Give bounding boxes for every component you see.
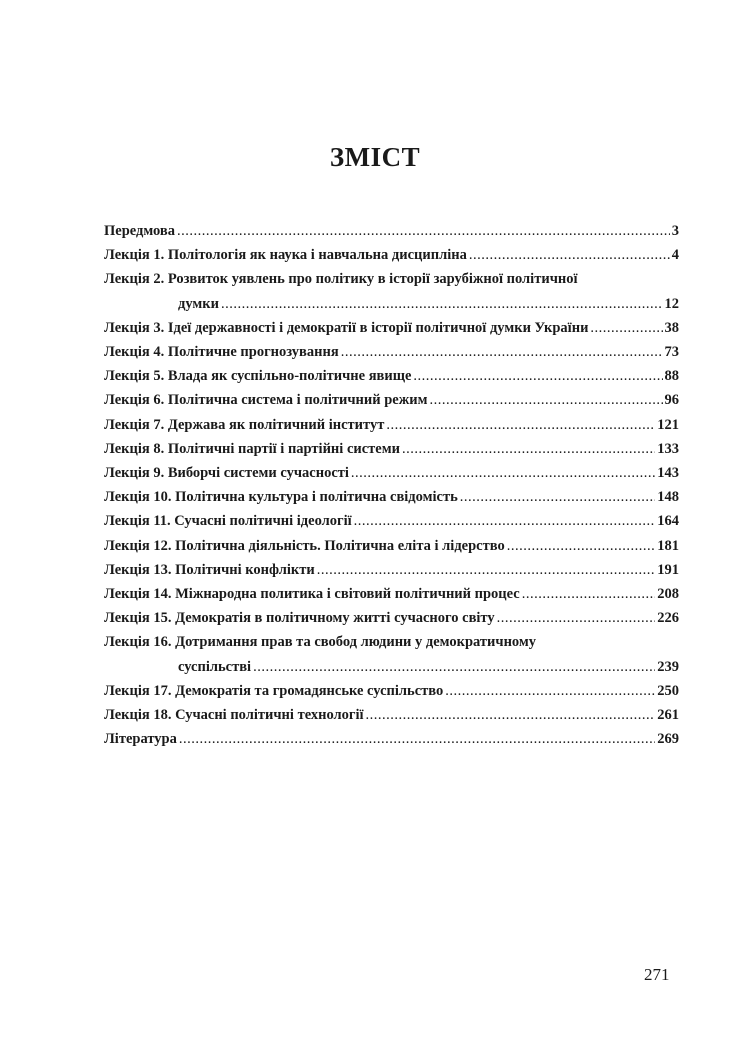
toc-entry-lecture-9[interactable] [104, 461, 679, 485]
toc-entry-page: 148 [657, 489, 679, 506]
toc-entry-label: Лекція 15. Демократія в політичному житті сучасного світу [104, 610, 495, 627]
dot-leader [341, 340, 663, 364]
toc-entry-label: Література [104, 731, 177, 748]
dot-leader [460, 485, 656, 509]
toc-entry-label: Лекція 17. Демократія та громадянське суспільство [104, 682, 444, 699]
toc-entry-page: 239 [657, 658, 679, 675]
dot-leader [497, 606, 656, 630]
toc-entry-lecture-2[interactable] [104, 267, 679, 315]
toc-entry-page: 261 [657, 707, 679, 724]
dot-leader [351, 461, 655, 485]
toc-entry-label: Лекція 5. Влада як суспільно-політичне явище [104, 368, 412, 385]
toc-entry-label: Лекція 12. Політична діяльність. Політична еліта і лідерство [104, 537, 505, 554]
toc-entry-lecture-4[interactable] [104, 340, 679, 364]
toc-entry-lecture-5[interactable] [104, 364, 679, 388]
toc-entry-label: Лекція 6. Політична система і політичний режим [104, 392, 428, 409]
toc-entry-label: Лекція 8. Політичні партії і партійні системи [104, 440, 400, 457]
toc-entry-page: 38 [664, 319, 679, 336]
toc-entry-label: Лекція 1. Політологія як наука і навчальна дисципліна [104, 247, 467, 264]
toc-entry-page: 3 [671, 223, 679, 239]
toc-entry-page: 88 [664, 368, 679, 385]
dot-leader [354, 509, 656, 533]
toc-entry-label-continuation: суспільстві [178, 658, 252, 675]
toc-entry-label: Лекція 3. Ідеї державності і демократії в історії політичної думки України [104, 319, 589, 336]
toc-entry-page: 4 [671, 247, 679, 264]
dot-leader [366, 703, 656, 727]
toc-entry-lecture-13[interactable] [104, 558, 679, 582]
dot-leader [317, 558, 656, 582]
toc-entry-label: Лекція 14. Міжнародна политика і світовий політичний процес [104, 586, 520, 603]
dot-leader [507, 534, 656, 558]
toc-entry-lecture-7[interactable] [104, 413, 679, 437]
dot-leader [445, 679, 655, 703]
toc-entry-lecture-17[interactable] [104, 679, 679, 703]
dot-leader [402, 437, 655, 461]
toc-entry-label: Лекція 18. Сучасні політичні технології [104, 707, 364, 724]
dot-leader [469, 243, 670, 267]
dot-leader [177, 219, 670, 243]
toc-entry-page: 208 [657, 586, 679, 603]
dot-leader [179, 727, 655, 751]
dot-leader [413, 364, 662, 388]
toc-entry-lecture-11[interactable] [104, 509, 679, 533]
toc-entry-lecture-15[interactable] [104, 606, 679, 630]
dot-leader [430, 388, 663, 412]
toc-entry-page: 269 [657, 731, 679, 748]
toc-entry-label: Лекція 16. Дотримання прав та свобод людини у демократичному [104, 634, 537, 651]
dot-leader [253, 655, 655, 679]
toc-entry-page: 226 [657, 610, 679, 627]
toc-entry-label-continuation: думки [178, 295, 219, 312]
toc-entry-label: Лекція 11. Сучасні політичні ідеології [104, 513, 352, 530]
toc-entry-lecture-12[interactable] [104, 534, 679, 558]
toc-entry-label: Лекція 10. Політична культура і політична свідомість [104, 489, 458, 506]
toc-entry-page: 143 [657, 465, 679, 482]
toc-entry-page: 133 [657, 440, 679, 457]
page-title: ЗМІСТ [329, 142, 421, 172]
toc-entry-label: Лекція 4. Політичне прогнозування [104, 344, 339, 361]
toc-entry-lecture-16[interactable] [104, 630, 679, 678]
dot-leader [522, 582, 656, 606]
toc-entry-page: 96 [664, 392, 679, 409]
toc-entry-label: Передмова [104, 223, 176, 239]
toc-entry-lecture-3[interactable] [104, 316, 679, 340]
toc-entry-preface[interactable] [104, 219, 679, 243]
toc-entry-literature[interactable] [104, 727, 679, 751]
toc-entry-page: 121 [657, 416, 679, 433]
toc-entry-lecture-6[interactable] [104, 388, 679, 412]
toc-entry-label: Лекція 13. Політичні конфлікти [104, 561, 315, 578]
toc-entry-page: 12 [664, 295, 679, 312]
toc-entry-lecture-8[interactable] [104, 437, 679, 461]
toc-entry-label: Лекція 7. Держава як політичний інститут [104, 416, 385, 433]
toc-entry-lecture-14[interactable] [104, 582, 679, 606]
toc-entry-page: 164 [657, 513, 679, 530]
toc-entry-lecture-18[interactable] [104, 703, 679, 727]
toc-entry-page: 250 [657, 682, 679, 699]
toc-entry-page: 181 [657, 537, 679, 554]
dot-leader [221, 292, 663, 316]
toc-entry-page: 73 [664, 344, 679, 361]
toc-entry-page: 191 [657, 561, 679, 578]
toc-entry-lecture-1[interactable] [104, 243, 679, 267]
page-number: 271 [644, 965, 670, 984]
table-of-contents [104, 219, 679, 751]
toc-entry-label: Лекція 9. Виборчі системи сучасності [104, 465, 349, 482]
dot-leader [386, 413, 655, 437]
toc-entry-lecture-10[interactable] [104, 485, 679, 509]
toc-entry-label: Лекція 2. Розвиток уявлень про політику в історії зарубіжної політичної [104, 271, 578, 288]
dot-leader [590, 316, 662, 340]
